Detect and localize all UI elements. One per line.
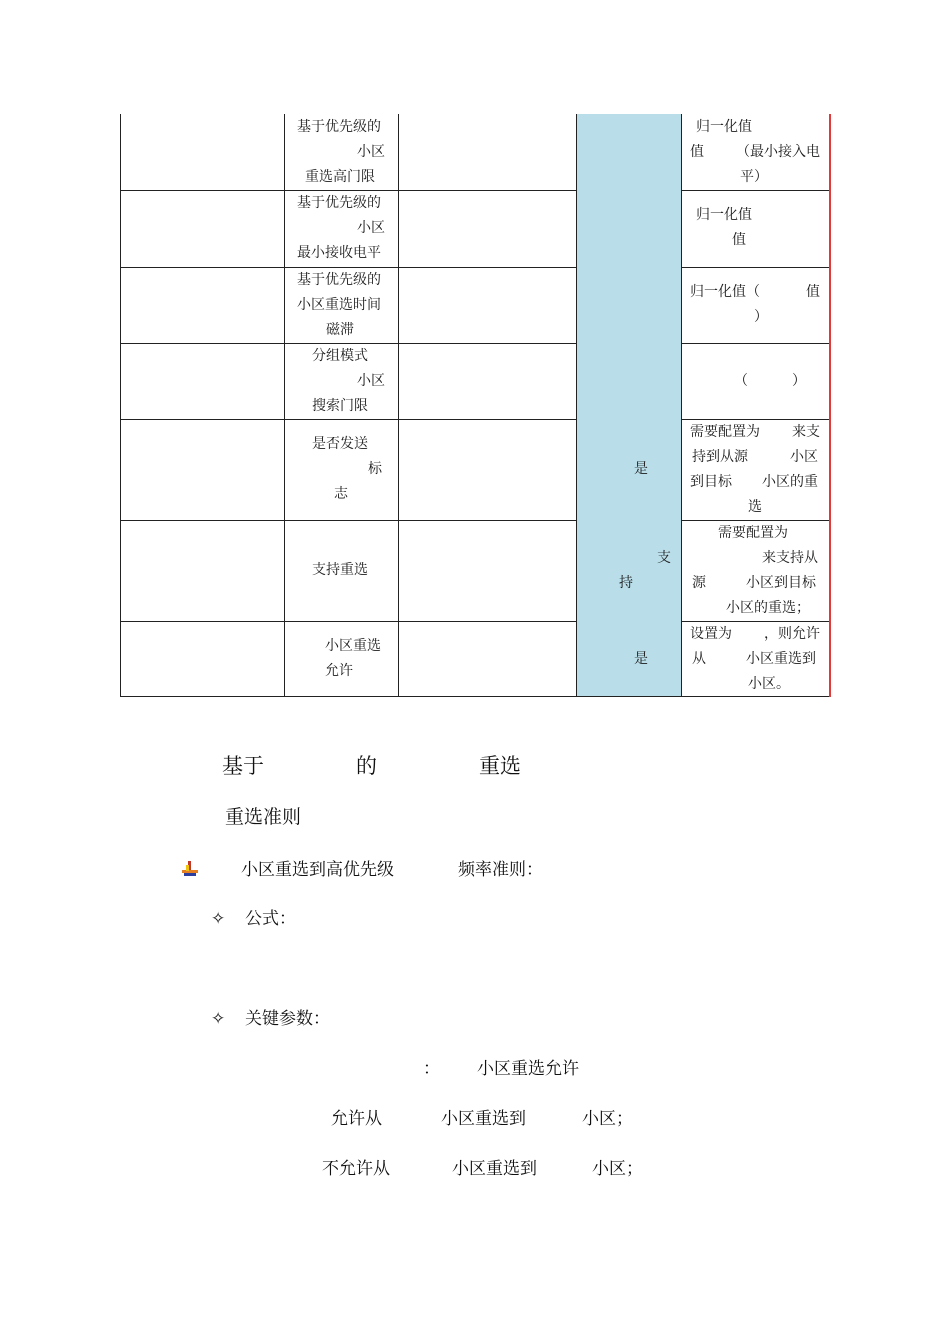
value-cell	[576, 419, 682, 520]
cell-text: 值	[806, 284, 820, 300]
table-row	[120, 343, 830, 419]
table-cell	[398, 267, 577, 343]
cell-text: 基于优先级的	[297, 272, 381, 288]
param-name-cell	[284, 190, 399, 267]
value-cell	[576, 520, 682, 621]
cell-text: 源	[692, 575, 706, 591]
option-line-part: 小区；	[582, 1109, 633, 1129]
table-row	[120, 114, 830, 190]
table-cell	[120, 114, 285, 190]
cell-text: 设置为	[690, 626, 732, 642]
table-row	[120, 267, 830, 343]
param-line-part: ：	[423, 1059, 440, 1079]
cell-text: 分组模式	[312, 348, 368, 364]
table-cell	[398, 419, 577, 520]
value-cell	[576, 621, 682, 697]
cell-text: 搜索门限	[312, 398, 368, 414]
cell-text: 持到从源	[692, 449, 748, 465]
cell-text: ）	[754, 309, 768, 325]
highlight-cell	[576, 190, 682, 267]
option-line-part: 小区重选到	[452, 1159, 537, 1179]
cell-text: 小区重选时间	[297, 297, 381, 313]
highlight-cell	[576, 343, 682, 419]
param-name-cell	[284, 114, 399, 190]
description-cell	[681, 520, 830, 621]
table-rule	[120, 696, 830, 697]
cell-text: 允许	[325, 663, 353, 679]
cell-text: 最小接收电平	[297, 245, 381, 261]
cell-text: 平）	[740, 169, 768, 185]
params-label: 关键参数：	[245, 1009, 330, 1029]
cell-text: 支	[657, 550, 671, 566]
cell-text: 值	[690, 144, 704, 160]
cell-text: 来支	[792, 424, 820, 440]
table-edge-mark	[829, 114, 831, 697]
cell-text: 基于优先级的	[297, 195, 381, 211]
cell-text: 支持重选	[312, 562, 368, 578]
table-cell	[398, 343, 577, 419]
cell-text: ，则允许	[764, 626, 820, 642]
table-cell	[398, 520, 577, 621]
cell-text: 是	[634, 651, 648, 667]
description-cell	[681, 621, 830, 697]
cell-text: （	[734, 373, 748, 389]
highlight-cell	[576, 267, 682, 343]
param-name-cell	[284, 267, 399, 343]
cell-text: 小区	[357, 144, 385, 160]
section-heading-part: 的	[356, 754, 377, 778]
param-name-cell	[284, 520, 399, 621]
cell-text: 需要配置为	[718, 525, 788, 541]
diamond-bullet-icon: ✧	[211, 909, 226, 929]
table-row	[120, 520, 830, 621]
section-heading-part: 重选	[479, 754, 521, 778]
cell-text: 磁滞	[326, 322, 354, 338]
param-name-cell	[284, 621, 399, 697]
cell-text: （最小接入电	[736, 144, 820, 160]
cell-text: 志	[334, 486, 348, 502]
cell-text: 归一化值	[696, 119, 752, 135]
option-line-part: 小区重选到	[441, 1109, 526, 1129]
cell-text: 标	[368, 461, 382, 477]
table-cell	[398, 114, 577, 190]
param-line-part: 小区重选允许	[477, 1059, 579, 1079]
cell-text: 重选高门限	[305, 169, 375, 185]
table-cell	[120, 621, 285, 697]
option-line-part: 允许从	[331, 1109, 382, 1129]
option-line-part: 小区；	[592, 1159, 643, 1179]
cell-text: 来支持从	[762, 550, 818, 566]
table-cell	[120, 520, 285, 621]
subheading: 重选准则	[225, 806, 302, 828]
cell-text: 小区的重选；	[726, 600, 810, 616]
table-cell	[120, 267, 285, 343]
cell-text: 是	[634, 461, 648, 477]
description-cell	[681, 267, 830, 343]
diamond-bullet-icon: ✧	[211, 1009, 226, 1029]
param-name-cell	[284, 419, 399, 520]
cell-text: 值	[732, 232, 746, 248]
cell-text: 小区	[790, 449, 818, 465]
description-cell	[681, 419, 830, 520]
table-cell	[120, 190, 285, 267]
cell-text: 小区	[357, 220, 385, 236]
cell-text: ）	[792, 373, 806, 389]
table-row	[120, 190, 830, 267]
cell-text: 归一化值	[696, 207, 752, 223]
description-cell	[681, 190, 830, 267]
cell-text: 基于优先级的	[297, 119, 381, 135]
cell-text: 小区。	[748, 676, 790, 692]
cell-text: 到目标	[690, 474, 732, 490]
section-heading-part: 基于	[222, 754, 264, 778]
table-row	[120, 419, 830, 520]
formula-label: 公式：	[245, 909, 296, 929]
bullet-icon	[180, 860, 200, 880]
cell-text: 从	[692, 651, 706, 667]
cell-text: 持	[619, 575, 633, 591]
cell-text: 归一化值（	[690, 284, 760, 300]
cell-text: 选	[748, 499, 762, 515]
bullet-text: 小区重选到高优先级	[241, 860, 394, 880]
option-line-part: 不允许从	[322, 1159, 390, 1179]
param-name-cell	[284, 343, 399, 419]
highlight-cell	[576, 114, 682, 190]
cell-text: 小区的重	[762, 474, 818, 490]
cell-text: 小区到目标	[746, 575, 816, 591]
table-row	[120, 621, 830, 697]
cell-text: 是否发送	[312, 436, 368, 452]
bullet-text: 频率准则：	[458, 860, 543, 880]
table-cell	[120, 419, 285, 520]
cell-text: 小区重选到	[746, 651, 816, 667]
cell-text: 需要配置为	[690, 424, 760, 440]
table-cell	[398, 190, 577, 267]
cell-text: 小区重选	[325, 638, 381, 654]
table-cell	[398, 621, 577, 697]
description-cell	[681, 343, 830, 419]
description-cell	[681, 114, 830, 190]
table-cell	[120, 343, 285, 419]
cell-text: 小区	[357, 373, 385, 389]
